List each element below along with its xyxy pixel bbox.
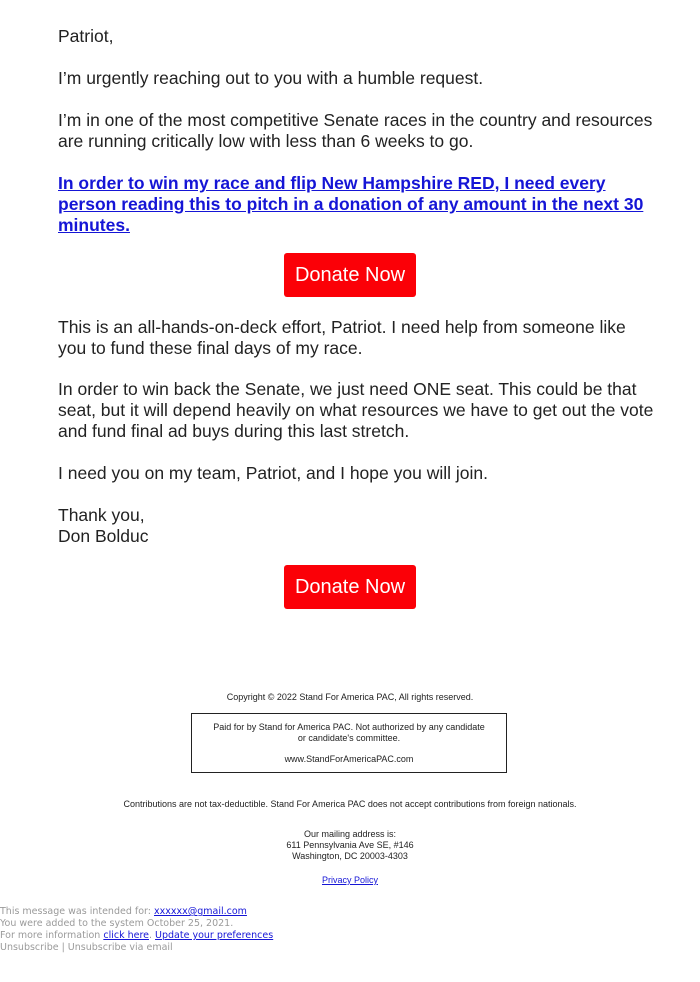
info-prefix: For more information bbox=[0, 930, 104, 941]
paid-for-text: Paid for by Stand for America PAC. Not authorized by any candidate or candidate's committee. bbox=[213, 722, 485, 743]
headline-donate-link[interactable]: In order to win my race and flip New Hampshire RED, I need every person reading this to pitch in a donation of any amount in the next 30 minutes. bbox=[58, 173, 644, 235]
paragraph-senate: In order to win back the Senate, we just need ONE seat. This could be that seat, but it will depend heavily on what resources we have to get out the vote and fund final ad buys during this last stretch. bbox=[58, 379, 654, 441]
address-line-2: Washington, DC 20003-4303 bbox=[292, 851, 408, 861]
signature: Don Bolduc bbox=[58, 526, 149, 546]
website-text: www.StandForAmericaPAC.com bbox=[284, 754, 414, 764]
intended-for-line bbox=[0, 906, 247, 918]
contributions-note: Contributions are not tax-deductible. Stand For America PAC does not accept contributions from foreign nationals. bbox=[123, 799, 577, 809]
paragraph-race: I’m in one of the most competitive Senate races in the country and resources are running critically low with less than 6 weeks to go. bbox=[58, 110, 653, 151]
paragraph-team: I need you on my team, Patriot, and I hope you will join. bbox=[58, 463, 488, 483]
paragraph-effort: This is an all-hands-on-deck effort, Patriot. I need help from someone like you to fund these final days of my race. bbox=[58, 317, 626, 358]
signoff: Thank you, bbox=[58, 505, 145, 525]
donate-button-top[interactable]: Donate Now bbox=[284, 253, 416, 297]
unsubscribe-line[interactable]: Unsubscribe | Unsubscribe via email bbox=[0, 942, 173, 953]
intended-prefix: This message was intended for: bbox=[0, 906, 154, 917]
paid-for-disclaimer bbox=[191, 713, 507, 773]
donate-button-bottom[interactable]: Donate Now bbox=[284, 565, 416, 609]
added-line: You were added to the system October 25, 2021. bbox=[0, 918, 234, 929]
mailing-label: Our mailing address is: bbox=[303, 829, 397, 839]
click-here-link[interactable]: click here bbox=[103, 930, 149, 941]
privacy-policy-link[interactable]: Privacy Policy bbox=[321, 875, 378, 885]
info-separator: . bbox=[149, 930, 156, 941]
update-preferences-link[interactable]: Update your preferences bbox=[155, 930, 274, 941]
copyright: Copyright © 2022 Stand For America PAC, All rights reserved. bbox=[226, 692, 474, 702]
privacy-row bbox=[0, 875, 700, 886]
greeting: Patriot, bbox=[58, 26, 114, 46]
intended-email-link[interactable]: xxxxxx@gmail.com bbox=[154, 906, 247, 917]
address-line-1: 611 Pennsylvania Ave SE, #146 bbox=[286, 840, 414, 850]
more-info-line bbox=[0, 930, 273, 942]
paragraph-request: I’m urgently reaching out to you with a humble request. bbox=[58, 68, 484, 88]
